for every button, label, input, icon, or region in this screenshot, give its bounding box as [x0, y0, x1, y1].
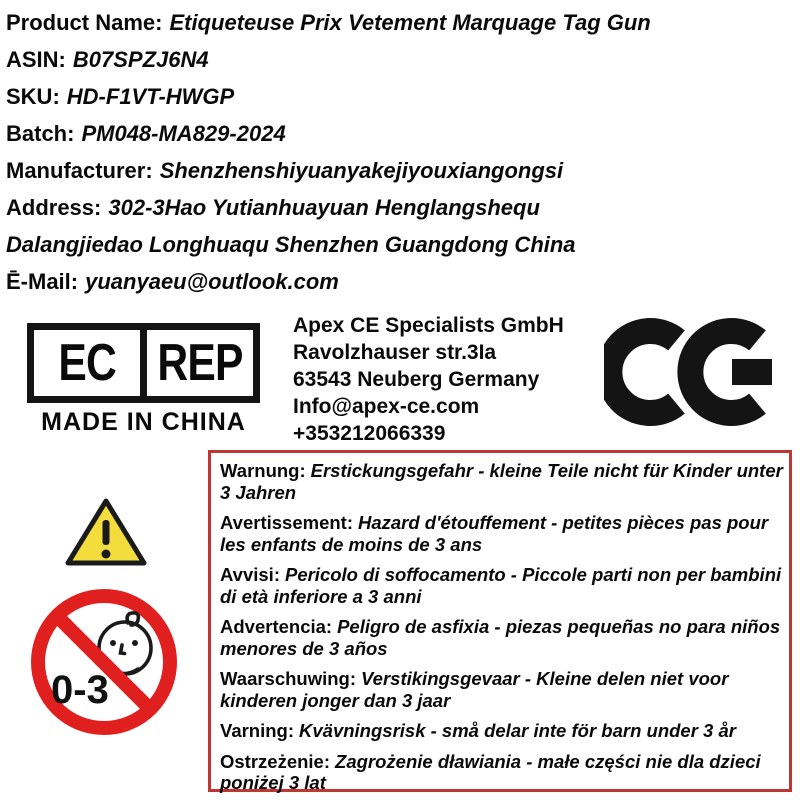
- warning-label-italian: Avvisi:: [220, 564, 280, 585]
- warning-row-french: Avertissement: Hazard d'étouffement - petites pièces pas pour les enfants de moins de 3 ans: [220, 512, 769, 555]
- warning-row-swedish: Varning: Kvävningsrisk - små delar inte för barn under 3 år: [220, 720, 736, 741]
- rep-cell: [147, 330, 253, 396]
- rep-company: Apex CE Specialists GmbH: [293, 314, 564, 337]
- warning-label-dutch: Waarschuwing:: [220, 668, 357, 689]
- made-in-china-text: MADE IN CHINA: [41, 408, 246, 436]
- warning-label-polish: Ostrzeżenie:: [220, 750, 331, 772]
- warning-row-spanish: Advertencia: Peligro de asfixia - piezas pequeñas no para niños menores de 3 años: [220, 616, 781, 659]
- rep-text: REP: [157, 334, 243, 392]
- manufacturer-value: Shenzhenshiyuanyakejiyouxiangongsi: [159, 158, 564, 183]
- age-restriction-0-3-icon: [27, 585, 181, 744]
- product-info-block: [6, 4, 651, 300]
- warning-triangle-icon: [63, 496, 149, 575]
- email-label: Ē-Mail:: [6, 269, 79, 294]
- warning-row-german: Warnung: Erstickungsgefahr - kleine Teile nicht für Kinder unter 3 Jahren: [220, 460, 783, 503]
- rep-email: Info@apex-ce.com: [293, 395, 480, 418]
- address-value-2: Dalangjiedao Longhuaqu Shenzhen Guangdong China: [6, 232, 576, 257]
- address-value: 302-3Hao Yutianhuayuan Henglangshequ: [108, 195, 540, 220]
- batch-value: PM048-MA829-2024: [81, 121, 286, 146]
- batch-line: [6, 115, 651, 152]
- rep-phone: +353212066339: [293, 422, 446, 445]
- warning-row-polish: Ostrzeżenie: Zagrożenie dławiania - małe części nie dla dzieci poniżej 3 lat: [220, 750, 761, 793]
- ec-rep-divider: [140, 330, 147, 396]
- ec-text: EC: [58, 334, 116, 392]
- product-name-value: Etiqueteuse Prix Vetement Marquage Tag Gun: [169, 10, 651, 35]
- age-range-text: 0-3: [51, 668, 109, 712]
- asin-value: B07SPZJ6N4: [72, 47, 209, 72]
- warning-label-german: Warnung:: [220, 460, 306, 481]
- product-name-label: Product Name:: [6, 10, 163, 35]
- warning-row-italian: Avvisi: Pericolo di soffocamento - Piccole parti non per bambini di età inferiore a 3 anni: [220, 564, 782, 607]
- rep-city: 63543 Neuberg Germany: [293, 368, 540, 391]
- address-line-2: [6, 226, 651, 263]
- address-line: [6, 189, 651, 226]
- warning-label-spanish: Advertencia:: [220, 616, 333, 637]
- sku-value: HD-F1VT-HWGP: [66, 84, 235, 109]
- manufacturer-line: [6, 152, 651, 189]
- rep-street: Ravolzhauser str.3Ia: [293, 341, 497, 364]
- ce-mark-icon: [604, 315, 772, 440]
- warning-row-dutch: Waarschuwing: Verstikingsgevaar - Kleine delen niet voor kinderen jonger dan 3 jaar: [220, 668, 729, 711]
- asin-label: ASIN:: [6, 47, 66, 72]
- warning-label-french: Avertissement:: [220, 512, 353, 533]
- sku-label: SKU:: [6, 84, 60, 109]
- address-label: Address:: [6, 195, 102, 220]
- warning-box: [208, 450, 792, 792]
- ec-rep-symbol: [27, 323, 260, 403]
- sku-line: [6, 78, 651, 115]
- product-name-line: [6, 4, 651, 41]
- batch-label: Batch:: [6, 121, 75, 146]
- eu-representative-block: [293, 312, 564, 447]
- ec-cell: [34, 330, 140, 396]
- asin-line: [6, 41, 651, 78]
- manufacturer-label: Manufacturer:: [6, 158, 153, 183]
- email-line: [6, 263, 651, 300]
- email-value: yuanyaeu@outlook.com: [85, 269, 339, 294]
- warning-label-swedish: Varning:: [220, 720, 295, 741]
